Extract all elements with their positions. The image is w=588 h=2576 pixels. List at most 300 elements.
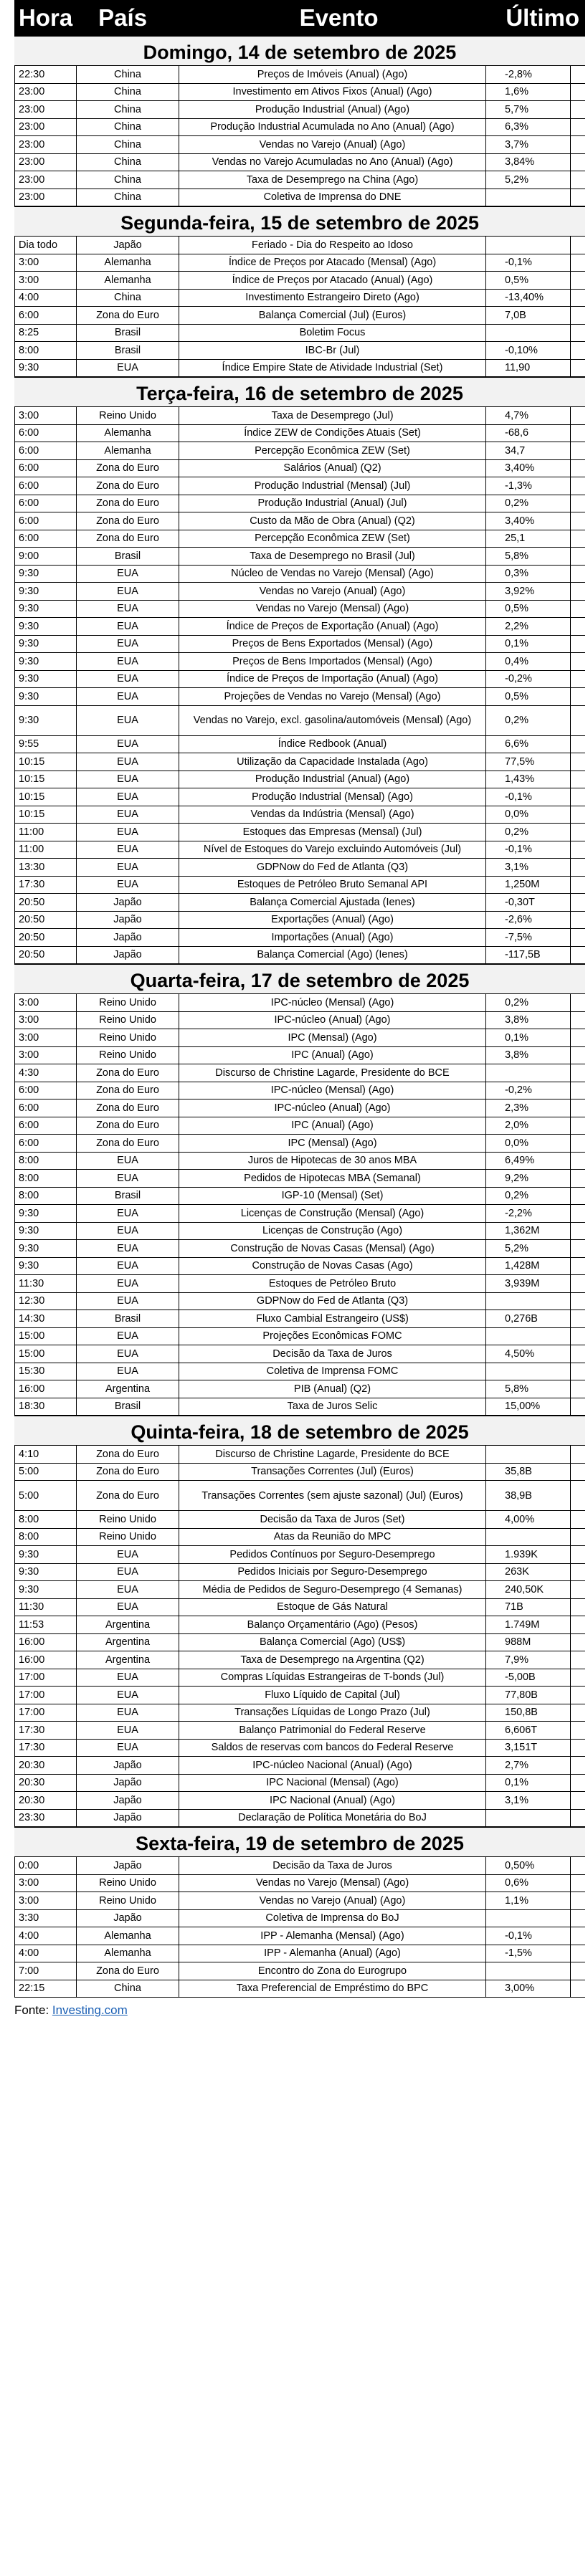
time-cell: 6:00: [14, 442, 77, 459]
time-cell: 20:50: [14, 912, 77, 929]
day-heading: Quinta-feira, 18 de setembro de 2025: [14, 1416, 585, 1446]
country-cell: EUA: [77, 1363, 179, 1380]
country-cell: EUA: [77, 636, 179, 653]
event-cell: Licenças de Construção (Mensal) (Ago): [179, 1205, 486, 1222]
time-cell: 9:55: [14, 736, 77, 753]
country-cell: Zona do Euro: [77, 1464, 179, 1481]
table-row: [14, 1651, 585, 1669]
event-cell: IPC-núcleo (Mensal) (Ago): [179, 994, 486, 1011]
last-value-cell: 3,40%: [486, 460, 571, 477]
table-row: [14, 1511, 585, 1529]
last-value-cell: -7,5%: [486, 929, 571, 946]
event-cell: Boletim Focus: [179, 325, 486, 342]
last-value-cell: [486, 189, 571, 206]
table-row: [14, 912, 585, 930]
time-cell: 23:00: [14, 119, 77, 136]
country-cell: China: [77, 189, 179, 206]
table-row: [14, 1310, 585, 1328]
last-value-cell: 15,00%: [486, 1398, 571, 1416]
time-cell: Dia todo: [14, 237, 77, 254]
country-cell: EUA: [77, 601, 179, 618]
time-cell: 11:00: [14, 824, 77, 841]
last-value-cell: 2,3%: [486, 1099, 571, 1117]
event-cell: Balança Comercial Ajustada (Ienes): [179, 894, 486, 911]
country-cell: Argentina: [77, 1634, 179, 1651]
last-value-cell: 0,2%: [486, 1188, 571, 1205]
table-row: [14, 407, 585, 425]
time-cell: 6:00: [14, 425, 77, 442]
table-row: [14, 1599, 585, 1617]
time-cell: 18:30: [14, 1398, 77, 1416]
last-value-cell: 6,49%: [486, 1153, 571, 1170]
table-row: [14, 477, 585, 495]
table-row: [14, 788, 585, 806]
time-cell: 8:00: [14, 1188, 77, 1205]
event-cell: Estoques das Empresas (Mensal) (Jul): [179, 824, 486, 841]
day-heading: Segunda-feira, 15 de setembro de 2025: [14, 206, 585, 237]
last-value-cell: 3,1%: [486, 859, 571, 876]
event-cell: Licenças de Construção (Ago): [179, 1223, 486, 1240]
time-cell: 16:00: [14, 1634, 77, 1651]
table-row: [14, 1223, 585, 1241]
time-cell: 3:00: [14, 272, 77, 289]
last-value-cell: 5,2%: [486, 1240, 571, 1257]
country-cell: EUA: [77, 1205, 179, 1222]
table-row: [14, 771, 585, 789]
table-row: [14, 1275, 585, 1293]
event-cell: Balanço Patrimonial do Federal Reserve: [179, 1722, 486, 1739]
time-cell: 9:30: [14, 1546, 77, 1563]
last-value-cell: 150,8B: [486, 1704, 571, 1722]
event-cell: Coletiva de Imprensa FOMC: [179, 1363, 486, 1380]
country-cell: Zona do Euro: [77, 1064, 179, 1082]
country-cell: China: [77, 290, 179, 307]
time-cell: 11:53: [14, 1616, 77, 1633]
time-cell: 4:30: [14, 1064, 77, 1082]
table-row: [14, 1757, 585, 1775]
time-cell: 10:15: [14, 788, 77, 806]
time-cell: 23:00: [14, 84, 77, 101]
last-value-cell: 0,3%: [486, 566, 571, 583]
event-cell: IPC Nacional (Mensal) (Ago): [179, 1775, 486, 1792]
country-cell: Alemanha: [77, 1945, 179, 1962]
last-value-cell: 0,2%: [486, 706, 571, 735]
table-row: [14, 530, 585, 548]
last-value-cell: -0,1%: [486, 254, 571, 272]
table-row: [14, 1082, 585, 1100]
country-cell: Zona do Euro: [77, 1117, 179, 1135]
country-cell: EUA: [77, 706, 179, 735]
last-value-cell: 0,4%: [486, 653, 571, 670]
table-row: [14, 1345, 585, 1363]
last-value-cell: 1.749M: [486, 1616, 571, 1633]
table-row: [14, 688, 585, 706]
event-cell: Preços de Bens Importados (Mensal) (Ago): [179, 653, 486, 670]
country-cell: Reino Unido: [77, 1875, 179, 1892]
table-row: [14, 1945, 585, 1963]
table-row: [14, 1634, 585, 1652]
event-cell: Transações Correntes (sem ajuste sazonal) (Jul) (Euros): [179, 1481, 486, 1510]
days-container: [14, 36, 585, 1998]
event-cell: Feriado - Dia do Respeito ao Idoso: [179, 237, 486, 254]
last-value-cell: 0,1%: [486, 1775, 571, 1792]
event-cell: Salários (Anual) (Q2): [179, 460, 486, 477]
country-cell: Argentina: [77, 1651, 179, 1669]
country-cell: Argentina: [77, 1380, 179, 1398]
event-cell: Balança Comercial (Jul) (Euros): [179, 307, 486, 324]
country-cell: EUA: [77, 1223, 179, 1240]
table-row: [14, 1740, 585, 1757]
last-value-cell: 0,2%: [486, 495, 571, 512]
event-cell: Índice de Preços de Importação (Anual) (Ago): [179, 671, 486, 688]
table-row: [14, 1669, 585, 1687]
country-cell: China: [77, 119, 179, 136]
last-value-cell: 5,7%: [486, 101, 571, 118]
event-cell: Declaração de Política Monetária do BoJ: [179, 1810, 486, 1827]
time-cell: 10:15: [14, 771, 77, 788]
country-cell: Zona do Euro: [77, 1135, 179, 1152]
event-cell: Custo da Mão de Obra (Anual) (Q2): [179, 512, 486, 530]
country-cell: Zona do Euro: [77, 1481, 179, 1510]
country-cell: Japão: [77, 1792, 179, 1809]
time-cell: 15:00: [14, 1328, 77, 1345]
event-cell: Projeções de Vendas no Varejo (Mensal) (Ago): [179, 688, 486, 705]
time-cell: 10:15: [14, 753, 77, 771]
country-cell: Zona do Euro: [77, 1082, 179, 1099]
time-cell: 11:00: [14, 841, 77, 859]
table-row: [14, 512, 585, 530]
time-cell: 0:00: [14, 1857, 77, 1874]
country-cell: Brasil: [77, 1310, 179, 1327]
table-row: [14, 1240, 585, 1258]
last-value-cell: 0,2%: [486, 824, 571, 841]
time-cell: 8:00: [14, 1170, 77, 1187]
event-cell: Construção de Novas Casas (Ago): [179, 1258, 486, 1275]
event-cell: IPC-núcleo (Anual) (Ago): [179, 1012, 486, 1029]
time-cell: 23:00: [14, 189, 77, 206]
last-value-cell: [486, 237, 571, 254]
event-cell: IPP - Alemanha (Anual) (Ago): [179, 1945, 486, 1962]
economic-calendar: [14, 0, 585, 2018]
event-cell: Vendas no Varejo, excl. gasolina/automóveis (Mensal) (Ago): [179, 706, 486, 735]
event-cell: Balanço Orçamentário (Ago) (Pesos): [179, 1616, 486, 1633]
last-value-cell: 7,0B: [486, 307, 571, 324]
country-cell: EUA: [77, 859, 179, 876]
country-cell: Brasil: [77, 325, 179, 342]
time-cell: 17:00: [14, 1704, 77, 1722]
country-cell: China: [77, 101, 179, 118]
last-value-cell: 5,8%: [486, 548, 571, 565]
country-cell: Zona do Euro: [77, 495, 179, 512]
table-row: [14, 119, 585, 137]
last-value-cell: 5,8%: [486, 1380, 571, 1398]
last-value-cell: 3,1%: [486, 1792, 571, 1809]
header-evento: Evento: [299, 4, 379, 31]
time-cell: 15:00: [14, 1345, 77, 1363]
event-cell: Índice de Preços de Exportação (Anual) (Ago): [179, 618, 486, 635]
country-cell: Brasil: [77, 548, 179, 565]
header-pais: País: [98, 4, 148, 31]
country-cell: Reino Unido: [77, 1029, 179, 1046]
time-cell: 16:00: [14, 1651, 77, 1669]
last-value-cell: 4,00%: [486, 1511, 571, 1528]
country-cell: Zona do Euro: [77, 512, 179, 530]
last-value-cell: 2,0%: [486, 1117, 571, 1135]
table-row: [14, 947, 585, 965]
last-value-cell: [486, 1446, 571, 1463]
event-cell: Taxa de Desemprego na Argentina (Q2): [179, 1651, 486, 1669]
event-cell: Transações Líquidas de Longo Prazo (Jul): [179, 1704, 486, 1722]
table-row: [14, 994, 585, 1012]
country-cell: EUA: [77, 1669, 179, 1687]
last-value-cell: 0,0%: [486, 806, 571, 824]
source-link[interactable]: Investing.com: [52, 2003, 128, 2017]
country-cell: Reino Unido: [77, 407, 179, 424]
time-cell: 3:00: [14, 994, 77, 1011]
time-cell: 6:00: [14, 530, 77, 548]
last-value-cell: 7,9%: [486, 1651, 571, 1669]
last-value-cell: [486, 1293, 571, 1310]
event-cell: Produção Industrial (Anual) (Ago): [179, 771, 486, 788]
table-row: [14, 1153, 585, 1170]
table-row: [14, 548, 585, 566]
country-cell: Zona do Euro: [77, 307, 179, 324]
time-cell: 9:30: [14, 583, 77, 600]
last-value-cell: 34,7: [486, 442, 571, 459]
event-cell: IPP - Alemanha (Mensal) (Ago): [179, 1927, 486, 1945]
table-row: [14, 272, 585, 290]
last-value-cell: 71B: [486, 1599, 571, 1616]
table-row: [14, 254, 585, 272]
table-row: [14, 442, 585, 460]
last-value-cell: 0,5%: [486, 688, 571, 705]
last-value-cell: 4,7%: [486, 407, 571, 424]
time-cell: 4:00: [14, 290, 77, 307]
country-cell: Zona do Euro: [77, 477, 179, 495]
last-value-cell: -0,2%: [486, 671, 571, 688]
table-row: [14, 1188, 585, 1206]
table-row: [14, 841, 585, 859]
table-row: [14, 1927, 585, 1945]
time-cell: 20:30: [14, 1792, 77, 1809]
event-cell: Taxa de Desemprego no Brasil (Jul): [179, 548, 486, 565]
country-cell: China: [77, 171, 179, 189]
time-cell: 12:30: [14, 1293, 77, 1310]
table-row: [14, 1099, 585, 1117]
event-cell: Taxa de Desemprego (Jul): [179, 407, 486, 424]
table-row: [14, 425, 585, 443]
last-value-cell: 3,84%: [486, 154, 571, 171]
time-cell: 6:00: [14, 307, 77, 324]
event-cell: Decisão da Taxa de Juros (Set): [179, 1511, 486, 1528]
time-cell: 9:30: [14, 360, 77, 377]
event-cell: Índice de Preços por Atacado (Anual) (Ago): [179, 272, 486, 289]
table-row: [14, 101, 585, 119]
event-cell: Encontro do Zona do Eurogrupo: [179, 1962, 486, 1980]
time-cell: 23:00: [14, 101, 77, 118]
country-cell: EUA: [77, 877, 179, 894]
event-cell: Compras Líquidas Estrangeiras de T-bonds (Jul): [179, 1669, 486, 1687]
table-row: [14, 1910, 585, 1928]
event-cell: Construção de Novas Casas (Mensal) (Ago): [179, 1240, 486, 1257]
time-cell: 17:00: [14, 1669, 77, 1687]
event-cell: Média de Pedidos de Seguro-Desemprego (4 Semanas): [179, 1581, 486, 1598]
last-value-cell: -117,5B: [486, 947, 571, 964]
country-cell: EUA: [77, 1328, 179, 1345]
time-cell: 22:30: [14, 66, 77, 83]
event-cell: Estoques de Petróleo Bruto Semanal API: [179, 877, 486, 894]
last-value-cell: 0,50%: [486, 1857, 571, 1874]
event-cell: Taxa Preferencial de Empréstimo do BPC: [179, 1980, 486, 1998]
time-cell: 20:50: [14, 929, 77, 946]
event-cell: Taxa de Juros Selic: [179, 1398, 486, 1416]
country-cell: Brasil: [77, 1398, 179, 1416]
event-cell: Produção Industrial (Anual) (Ago): [179, 101, 486, 118]
table-row: [14, 1012, 585, 1030]
event-cell: GDPNow do Fed de Atlanta (Q3): [179, 1293, 486, 1310]
event-cell: Vendas no Varejo (Mensal) (Ago): [179, 601, 486, 618]
country-cell: Brasil: [77, 1188, 179, 1205]
table-row: [14, 154, 585, 172]
country-cell: EUA: [77, 1704, 179, 1722]
last-value-cell: -0,30T: [486, 894, 571, 911]
table-row: [14, 736, 585, 754]
event-cell: IBC-Br (Jul): [179, 342, 486, 359]
country-cell: EUA: [77, 1564, 179, 1581]
time-cell: 5:00: [14, 1464, 77, 1481]
country-cell: China: [77, 84, 179, 101]
event-cell: Vendas no Varejo (Mensal) (Ago): [179, 1875, 486, 1892]
time-cell: 9:30: [14, 618, 77, 635]
last-value-cell: [486, 325, 571, 342]
last-value-cell: 3,939M: [486, 1275, 571, 1292]
country-cell: Reino Unido: [77, 1892, 179, 1909]
table-row: [14, 1064, 585, 1082]
table-row: [14, 1687, 585, 1704]
country-cell: Japão: [77, 1775, 179, 1792]
table-row: [14, 1481, 585, 1511]
last-value-cell: -0,1%: [486, 1927, 571, 1945]
time-cell: 6:00: [14, 1135, 77, 1152]
last-value-cell: -1,5%: [486, 1945, 571, 1962]
time-cell: 11:30: [14, 1599, 77, 1616]
table-row: [14, 1205, 585, 1223]
country-cell: EUA: [77, 583, 179, 600]
event-cell: Preços de Bens Exportados (Mensal) (Ago): [179, 636, 486, 653]
event-cell: Índice de Preços por Atacado (Mensal) (Ago): [179, 254, 486, 272]
country-cell: EUA: [77, 671, 179, 688]
table-row: [14, 1363, 585, 1381]
event-cell: Juros de Hipotecas de 30 anos MBA: [179, 1153, 486, 1170]
event-cell: IPC (Mensal) (Ago): [179, 1029, 486, 1046]
last-value-cell: 2,7%: [486, 1757, 571, 1774]
time-cell: 3:30: [14, 1910, 77, 1927]
time-cell: 9:30: [14, 1223, 77, 1240]
last-value-cell: 77,80B: [486, 1687, 571, 1704]
last-value-cell: [486, 1328, 571, 1345]
last-value-cell: -1,3%: [486, 477, 571, 495]
last-value-cell: 1.939K: [486, 1546, 571, 1563]
last-value-cell: 3,8%: [486, 1012, 571, 1029]
country-cell: Alemanha: [77, 442, 179, 459]
country-cell: EUA: [77, 788, 179, 806]
last-value-cell: 3,7%: [486, 136, 571, 153]
table-row: [14, 566, 585, 583]
event-cell: Exportações (Anual) (Ago): [179, 912, 486, 929]
table-row: [14, 824, 585, 841]
last-value-cell: [486, 1810, 571, 1827]
country-cell: Zona do Euro: [77, 530, 179, 548]
time-cell: 22:15: [14, 1980, 77, 1998]
time-cell: 9:30: [14, 688, 77, 705]
country-cell: China: [77, 136, 179, 153]
last-value-cell: 25,1: [486, 530, 571, 548]
time-cell: 6:00: [14, 1099, 77, 1117]
country-cell: Japão: [77, 1757, 179, 1774]
table-row: [14, 1564, 585, 1582]
last-value-cell: 1,1%: [486, 1892, 571, 1909]
last-value-cell: 6,606T: [486, 1722, 571, 1739]
table-row: [14, 1616, 585, 1634]
last-value-cell: 35,8B: [486, 1464, 571, 1481]
table-row: [14, 1328, 585, 1346]
time-cell: 20:30: [14, 1775, 77, 1792]
time-cell: 23:00: [14, 154, 77, 171]
country-cell: Zona do Euro: [77, 460, 179, 477]
country-cell: Alemanha: [77, 425, 179, 442]
country-cell: EUA: [77, 1240, 179, 1257]
event-cell: Investimento em Ativos Fixos (Anual) (Ago): [179, 84, 486, 101]
time-cell: 9:30: [14, 653, 77, 670]
event-cell: Discurso de Christine Lagarde, Presidente do BCE: [179, 1446, 486, 1463]
table-row: [14, 189, 585, 207]
table-row: [14, 671, 585, 689]
event-cell: Investimento Estrangeiro Direto (Ago): [179, 290, 486, 307]
time-cell: 4:00: [14, 1927, 77, 1945]
event-cell: Núcleo de Vendas no Varejo (Mensal) (Ago): [179, 566, 486, 583]
event-cell: IPC-núcleo Nacional (Anual) (Ago): [179, 1757, 486, 1774]
country-cell: Japão: [77, 947, 179, 964]
event-cell: Fluxo Cambial Estrangeiro (US$): [179, 1310, 486, 1327]
event-cell: Balança Comercial (Ago) (Ienes): [179, 947, 486, 964]
country-cell: EUA: [77, 1153, 179, 1170]
time-cell: 9:30: [14, 671, 77, 688]
time-cell: 6:00: [14, 460, 77, 477]
last-value-cell: 0,1%: [486, 636, 571, 653]
country-cell: EUA: [77, 806, 179, 824]
country-cell: EUA: [77, 771, 179, 788]
country-cell: Alemanha: [77, 254, 179, 272]
event-cell: Utilização da Capacidade Instalada (Ago): [179, 753, 486, 771]
country-cell: EUA: [77, 753, 179, 771]
time-cell: 3:00: [14, 1047, 77, 1064]
time-cell: 17:30: [14, 877, 77, 894]
last-value-cell: -5,00B: [486, 1669, 571, 1687]
table-row: [14, 1962, 585, 1980]
time-cell: 6:00: [14, 495, 77, 512]
event-cell: Pedidos Iniciais por Seguro-Desemprego: [179, 1564, 486, 1581]
table-row: [14, 1581, 585, 1599]
table-row: [14, 653, 585, 671]
last-value-cell: 3,00%: [486, 1980, 571, 1998]
table-row: [14, 583, 585, 601]
event-cell: GDPNow do Fed de Atlanta (Q3): [179, 859, 486, 876]
event-cell: IPC-núcleo (Anual) (Ago): [179, 1099, 486, 1117]
event-cell: Estoque de Gás Natural: [179, 1599, 486, 1616]
country-cell: Japão: [77, 894, 179, 911]
country-cell: EUA: [77, 653, 179, 670]
event-cell: IPC (Mensal) (Ago): [179, 1135, 486, 1152]
